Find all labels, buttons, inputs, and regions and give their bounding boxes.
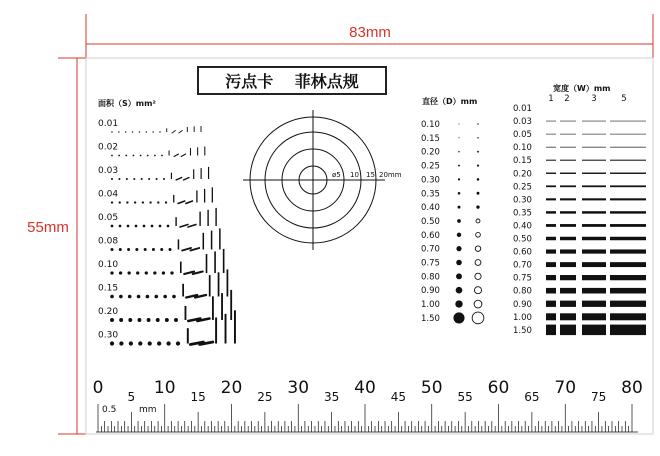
width-line-sample [546, 121, 556, 122]
diameter-hollow-dot [477, 151, 479, 153]
diameter-filled-dot [456, 246, 461, 251]
diameter-row-label: 0.25 [421, 161, 440, 172]
area-bar-mark [201, 126, 202, 132]
width-line-sample [582, 224, 606, 227]
width-row-label: 0.05 [513, 130, 532, 141]
area-dot-mark [137, 318, 141, 322]
area-bar-mark [208, 167, 209, 179]
target-ring-label: 10 [350, 171, 359, 179]
area-row-label: 0.05 [98, 213, 119, 223]
diameter-hollow-dot [476, 232, 481, 237]
width-line-sample [582, 134, 606, 135]
diameter-row-label: 1.00 [421, 300, 440, 311]
width-line-sample [546, 249, 556, 253]
width-row-label: 0.90 [513, 299, 532, 310]
diameter-filled-dot [457, 233, 461, 237]
diameter-row-label: 0.70 [421, 244, 440, 255]
width-row-label: 0.35 [513, 208, 532, 219]
width-column-number: 5 [621, 94, 627, 104]
width-line-sample [582, 198, 606, 200]
diameter-hollow-dot [474, 287, 481, 294]
diameter-hollow-dot [477, 178, 479, 180]
area-dot-mark [110, 341, 114, 345]
area-bar-mark [194, 126, 195, 132]
area-dot-mark [110, 271, 113, 274]
area-bar-mark [197, 147, 198, 155]
area-bar-mark [227, 269, 229, 296]
area-dot-mark [126, 178, 128, 180]
area-bar-mark [209, 275, 211, 296]
area-bar-mark [187, 127, 188, 132]
diameter-filled-dot [458, 206, 461, 209]
area-dot-mark [147, 318, 151, 322]
width-line-sample [582, 147, 606, 148]
area-dot-mark [110, 318, 114, 322]
width-line-sample [546, 262, 556, 267]
ruler-minor-label: 65 [524, 390, 540, 404]
width-line-sample [582, 185, 606, 187]
area-dot-mark [174, 318, 178, 322]
area-dot-mark [111, 155, 113, 157]
width-row-label: 0.15 [513, 156, 532, 167]
diameter-row-label: 1.50 [421, 313, 440, 324]
area-dot-mark [119, 318, 123, 322]
diameter-row-label: 0.20 [421, 147, 440, 158]
area-dot-mark [161, 155, 163, 157]
area-dot-mark [141, 178, 143, 180]
area-dot-mark [145, 271, 148, 274]
width-line-sample [560, 301, 576, 307]
width-row-label: 0.40 [513, 221, 532, 232]
area-dot-mark [111, 225, 114, 228]
width-line-sample [582, 211, 606, 213]
diameter-filled-dot [458, 178, 460, 180]
area-dot-mark [133, 178, 135, 180]
height-dimension-label: 55mm [27, 219, 69, 236]
diameter-hollow-dot [475, 246, 480, 251]
target-ring-label: 20mm [379, 171, 402, 179]
diameter-hollow-dot [474, 300, 482, 308]
area-dot-mark [160, 248, 163, 251]
area-dot-mark [159, 131, 160, 132]
ruler-minor-label: 75 [590, 390, 607, 404]
area-bar-mark [193, 169, 194, 179]
diameter-row-label: 0.10 [421, 120, 440, 130]
width-row-label: 0.03 [513, 117, 532, 128]
diameter-row-label: 0.75 [421, 258, 440, 269]
width-line-sample [582, 275, 606, 280]
area-dot-mark [125, 131, 126, 132]
area-dot-mark [153, 271, 156, 274]
area-bar-mark [230, 290, 232, 320]
area-dot-mark [127, 271, 130, 274]
area-bar-mark [169, 151, 170, 156]
area-dot-mark [163, 295, 167, 299]
width-line-sample [546, 173, 556, 174]
area-header: 面积（S）mm² [98, 99, 156, 108]
width-line-sample [546, 224, 556, 227]
width-line-sample [560, 185, 576, 187]
area-dot-mark [136, 271, 139, 274]
ruler-minor-label: 25 [257, 390, 273, 404]
width-line-sample [560, 313, 576, 320]
area-bar-mark [180, 262, 182, 273]
width-line-sample [582, 249, 606, 253]
area-dot-mark [157, 201, 159, 203]
area-bar-mark [215, 318, 217, 344]
width-column-number: 1 [548, 94, 554, 104]
area-dot-mark [119, 295, 123, 299]
area-dot-mark [157, 341, 161, 345]
area-bar-mark [182, 284, 184, 297]
ruler-major-label: 30 [287, 378, 310, 398]
width-line-sample [610, 301, 646, 307]
diameter-filled-dot [453, 312, 464, 323]
area-dot-mark [111, 178, 113, 180]
diameter-hollow-dot [477, 123, 478, 124]
width-line-sample [546, 211, 556, 213]
area-dot-mark [146, 131, 147, 132]
ruler-minor-label: 5 [127, 390, 136, 404]
area-dot-mark [166, 341, 170, 345]
width-line-sample [546, 325, 556, 336]
width-line-sample [560, 249, 576, 253]
area-bar-mark [207, 210, 208, 226]
width-line-sample [582, 288, 606, 294]
width-line-sample [610, 185, 646, 187]
area-dot-mark [152, 131, 153, 132]
area-dot-mark [170, 271, 173, 274]
area-dot-mark [119, 271, 122, 274]
area-dot-mark [146, 295, 150, 299]
diameter-hollow-dot [477, 165, 479, 167]
diameter-filled-dot [456, 273, 462, 279]
ruler-minor-label: 15 [190, 390, 206, 404]
diameter-hollow-dot [477, 192, 480, 195]
area-dot-mark [149, 201, 151, 203]
width-line-sample [560, 288, 576, 294]
area-bar-mark [166, 128, 167, 132]
area-dot-mark [111, 201, 113, 203]
area-dot-mark [135, 248, 138, 251]
area-dot-mark [167, 225, 170, 228]
width-row-label: 1.00 [513, 312, 532, 323]
width-header: 宽度（W）mm [553, 84, 611, 93]
area-bar-mark [201, 168, 202, 179]
diameter-hollow-dot [477, 137, 478, 138]
width-line-sample [546, 288, 556, 294]
area-dot-mark [118, 155, 120, 157]
width-dimension-label: 83mm [349, 24, 391, 41]
area-bar-mark [206, 254, 208, 273]
area-row-label: 0.15 [98, 283, 119, 294]
width-row-label: 0.25 [513, 182, 532, 193]
width-line-sample [560, 134, 576, 135]
area-bar-mark [173, 195, 174, 203]
area-bar-mark [223, 249, 225, 273]
area-dot-mark [119, 248, 122, 251]
width-line-sample [546, 237, 556, 241]
area-dot-mark [138, 341, 142, 345]
width-line-sample [610, 262, 646, 267]
area-bar-mark [204, 189, 205, 203]
width-line-sample [610, 173, 646, 174]
width-line-sample [560, 237, 576, 241]
area-bar-mark [214, 251, 216, 273]
ruler-minor-label: 35 [323, 390, 340, 404]
width-line-sample [560, 173, 576, 174]
diameter-row-label: 0.30 [421, 175, 440, 186]
diameter-header: 直径（D）mm [422, 97, 478, 106]
diameter-filled-dot [455, 300, 462, 307]
ruler-major-label: 0 [92, 378, 104, 398]
width-line-sample [610, 211, 646, 213]
ruler-major-label: 60 [487, 378, 510, 398]
width-row-label: 0.60 [513, 247, 532, 258]
width-line-sample [560, 275, 576, 280]
width-line-sample [546, 160, 556, 161]
ruler-major-label: 80 [621, 378, 643, 398]
area-dot-mark [154, 155, 156, 157]
width-line-sample [610, 325, 646, 336]
area-bar-mark [190, 148, 191, 155]
width-row-label: 0.80 [513, 286, 532, 297]
area-dot-mark [129, 341, 133, 345]
width-row-label: 0.01 [513, 104, 532, 114]
width-line-sample [610, 198, 646, 200]
area-bar-mark [171, 173, 172, 179]
width-line-sample [610, 160, 646, 161]
area-bar-mark [219, 228, 221, 249]
width-column-number: 3 [591, 94, 597, 104]
area-bar-mark [215, 208, 216, 226]
area-dot-mark [165, 318, 169, 322]
area-dot-mark [134, 201, 136, 203]
area-bar-mark [221, 293, 223, 320]
width-line-sample [546, 198, 556, 200]
width-line-sample [560, 325, 576, 336]
width-line-sample [582, 121, 606, 122]
diameter-filled-dot [456, 287, 463, 294]
area-dot-mark [152, 248, 155, 251]
width-row-label: 0.20 [513, 169, 532, 180]
area-dot-mark [135, 225, 138, 228]
area-dot-mark [142, 201, 144, 203]
area-bar-mark [199, 212, 200, 226]
card-title: 污点卡 菲林点规 [225, 72, 359, 91]
width-line-sample [560, 121, 576, 122]
width-row-label: 0.10 [513, 143, 532, 154]
area-dot-mark [128, 318, 132, 322]
area-dot-mark [169, 248, 172, 251]
area-dot-mark [176, 341, 180, 345]
area-dot-mark [163, 178, 165, 180]
diameter-filled-dot [456, 260, 462, 266]
width-line-sample [582, 325, 606, 336]
width-row-label: 0.50 [513, 234, 532, 245]
width-line-sample [582, 262, 606, 267]
area-row-label: 0.30 [98, 330, 119, 341]
ruler-major-label: 20 [220, 378, 243, 398]
area-dot-mark [110, 295, 114, 299]
width-line-sample [560, 224, 576, 227]
width-line-sample [582, 313, 606, 320]
area-dot-mark [132, 131, 133, 132]
diameter-hollow-dot [475, 273, 481, 279]
ruler-major-label: 10 [153, 378, 176, 398]
width-line-sample [546, 275, 556, 280]
area-row-label: 0.08 [98, 236, 119, 247]
diameter-filled-dot [459, 124, 460, 125]
area-dot-mark [127, 225, 130, 228]
area-row-label: 0.02 [98, 142, 119, 153]
target-ring-label: 15 [366, 171, 375, 179]
area-dot-mark [154, 295, 158, 299]
area-dot-mark [119, 201, 121, 203]
diameter-row-label: 0.90 [421, 286, 440, 297]
area-bar-mark [211, 231, 213, 250]
width-line-sample [546, 147, 556, 148]
ruler-resolution-label: 0.5 [102, 405, 117, 415]
area-dot-mark [126, 201, 128, 203]
ruler-major-label: 40 [354, 378, 376, 398]
diameter-row-label: 0.15 [421, 133, 440, 144]
diameter-hollow-dot [476, 219, 480, 223]
area-bar-mark [196, 190, 197, 202]
area-bar-mark [175, 217, 176, 226]
diameter-hollow-dot [472, 312, 484, 324]
area-bar-mark [212, 296, 214, 320]
area-dot-mark [111, 131, 112, 132]
area-dot-mark [133, 155, 135, 157]
area-dot-mark [128, 295, 132, 299]
area-bar-mark [218, 272, 220, 296]
width-line-sample [610, 237, 646, 241]
width-line-sample [610, 147, 646, 148]
area-dot-mark [148, 341, 152, 345]
area-row-label: 0.10 [98, 260, 119, 270]
area-dot-mark [127, 248, 130, 251]
width-line-sample [546, 301, 556, 307]
width-line-sample [610, 134, 646, 135]
width-line-sample [610, 288, 646, 294]
diameter-filled-dot [457, 219, 461, 223]
width-line-sample [582, 301, 606, 307]
area-bar-mark [212, 187, 213, 202]
width-line-sample [610, 224, 646, 227]
ruler-minor-label: 55 [457, 390, 473, 404]
width-line-sample [582, 160, 606, 161]
area-dot-mark [156, 178, 158, 180]
area-dot-mark [143, 225, 146, 228]
area-dot-mark [118, 131, 119, 132]
area-dot-mark [159, 225, 162, 228]
area-dot-mark [148, 178, 150, 180]
area-bar-mark [178, 239, 180, 249]
area-row-label: 0.20 [98, 307, 119, 317]
area-dot-mark [162, 271, 165, 274]
ruler-unit-label: mm [139, 405, 157, 415]
area-dot-mark [139, 131, 140, 132]
area-row-label: 0.04 [98, 189, 119, 200]
width-line-sample [610, 313, 646, 320]
ruler-major-label: 70 [554, 378, 577, 398]
area-dot-mark [165, 201, 167, 203]
diameter-row-label: 0.40 [421, 203, 440, 214]
width-line-sample [560, 160, 576, 161]
area-dot-mark [144, 248, 147, 251]
area-dot-mark [156, 318, 160, 322]
width-line-sample [560, 211, 576, 213]
width-row-label: 0.70 [513, 260, 532, 271]
diameter-row-label: 0.35 [421, 189, 440, 200]
diameter-row-label: 0.80 [421, 272, 440, 283]
area-dot-mark [111, 248, 114, 251]
area-dot-mark [147, 155, 149, 157]
area-dot-mark [172, 295, 176, 299]
area-bar-mark [225, 314, 227, 344]
width-line-sample [610, 275, 646, 280]
width-column-number: 2 [564, 94, 570, 104]
diameter-row-label: 0.50 [421, 216, 440, 227]
diameter-hollow-dot [476, 206, 479, 209]
width-row-label: 1.50 [513, 325, 532, 336]
diameter-hollow-dot [475, 260, 481, 266]
area-row-label: 0.01 [98, 119, 119, 129]
width-row-label: 0.75 [513, 273, 532, 284]
area-dot-mark [119, 225, 122, 228]
width-line-sample [546, 185, 556, 187]
width-line-sample [582, 237, 606, 241]
width-line-sample [560, 262, 576, 267]
width-line-sample [546, 313, 556, 320]
diameter-row-label: 0.60 [421, 230, 440, 241]
area-bar-mark [187, 328, 189, 343]
area-bar-mark [203, 233, 205, 250]
diameter-filled-dot [458, 151, 459, 152]
area-row-label: 0.03 [98, 166, 119, 176]
area-dot-mark [119, 341, 123, 345]
diameter-filled-dot [458, 165, 460, 167]
width-line-sample [610, 249, 646, 253]
width-row-label: 0.30 [513, 195, 532, 206]
area-dot-mark [125, 155, 127, 157]
ruler-minor-label: 45 [390, 390, 407, 404]
diameter-filled-dot [458, 192, 461, 195]
area-dot-mark [140, 155, 142, 157]
target-ring-label: ø5 [332, 171, 341, 179]
area-bar-mark [185, 306, 187, 320]
area-bar-mark [204, 147, 205, 156]
width-line-sample [560, 198, 576, 200]
width-line-sample [610, 121, 646, 122]
width-line-sample [560, 147, 576, 148]
area-dot-mark [151, 225, 154, 228]
ruler-major-label: 50 [420, 378, 443, 398]
width-line-sample [582, 173, 606, 174]
area-dot-mark [118, 178, 120, 180]
diameter-filled-dot [458, 137, 459, 138]
width-line-sample [546, 134, 556, 135]
area-dot-mark [137, 295, 141, 299]
area-bar-mark [234, 310, 236, 343]
